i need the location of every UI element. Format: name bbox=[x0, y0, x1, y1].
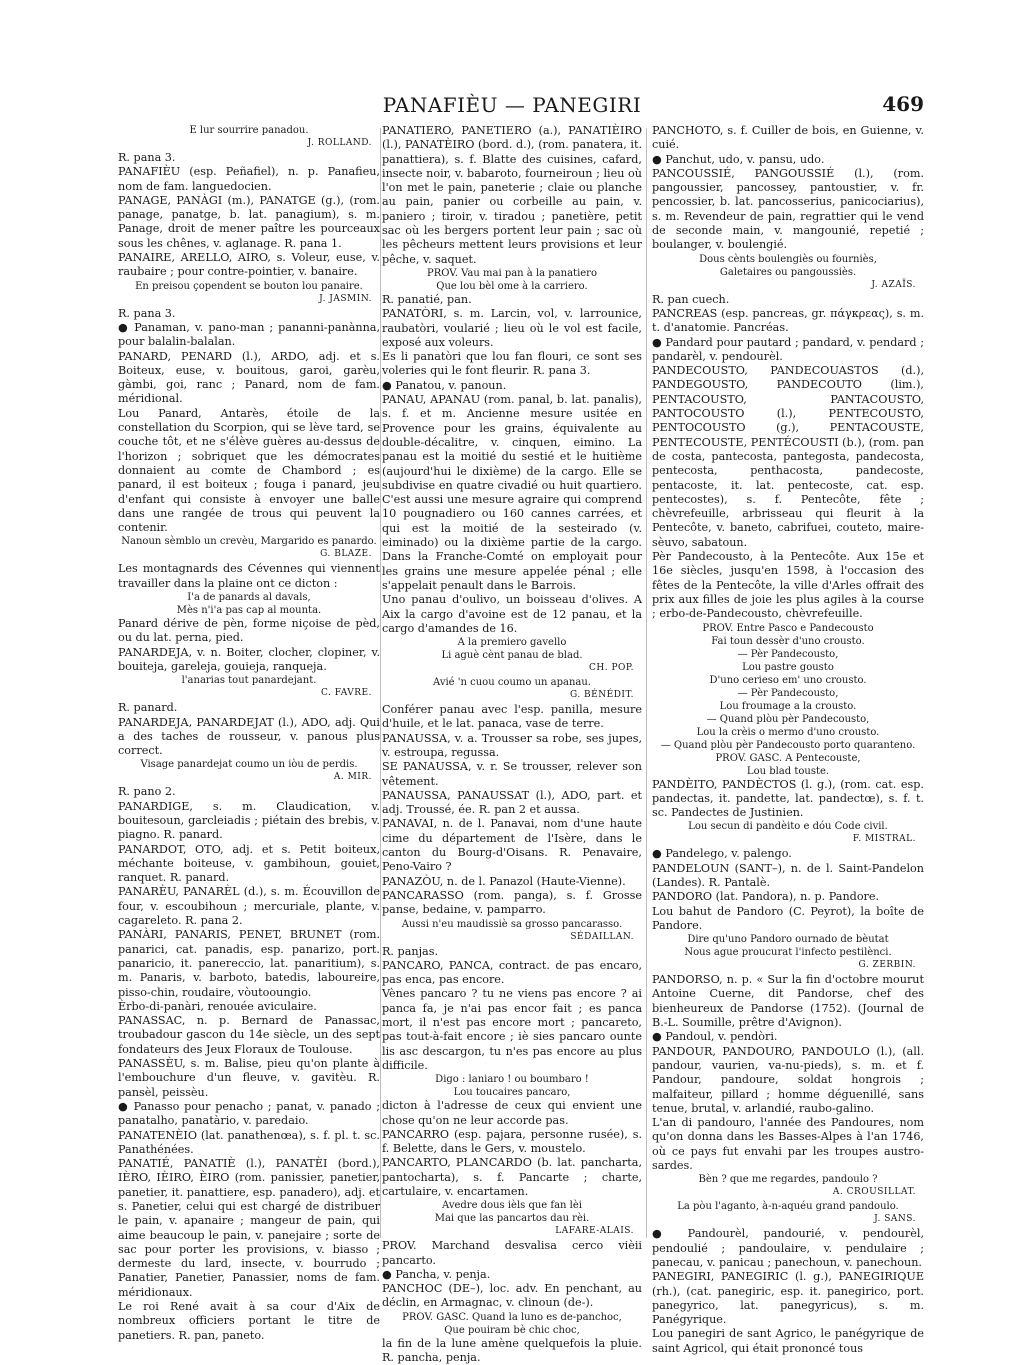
verse-quotation: PROV. Entre Pasco e Pandecousto bbox=[702, 622, 874, 634]
quotation-source: G. BLAZE. bbox=[320, 549, 372, 560]
dictionary-entry: ● Panatou, v. panoun. bbox=[382, 378, 507, 392]
verse-quotation: l'anarias tout panardejant. bbox=[181, 675, 317, 687]
verse-quotation: La pòu l'aganto, à-n-aquéu grand pandoulo. bbox=[677, 1201, 899, 1213]
quotation-source: C. FAVRE. bbox=[320, 688, 372, 699]
dictionary-entry: R. pana 3. bbox=[118, 306, 176, 320]
dictionary-entry: PANAUSSA, PANAUSSAT (l.), ADO, part. et adj. Troussé, ée. R. pan 2 et aussa. bbox=[382, 788, 642, 817]
dictionary-entry: ● Pandelego, v. palengo. bbox=[652, 847, 792, 861]
dictionary-entry: PANAFIÈU (esp. Peñafiel), n. p. Panafieu, nom de fam. languedocien. bbox=[118, 165, 380, 193]
dictionary-entry: PANCHOC (DE–), loc. adv. En penchant, au déclin, en Armagnac, v. clinoun (de-). bbox=[382, 1282, 642, 1310]
page-number: 469 bbox=[882, 92, 924, 116]
verse-quotation: Nanoun sèmblo un crevèu, Margarido es panardo. bbox=[121, 536, 377, 548]
dictionary-entry: R. panard. bbox=[118, 701, 178, 715]
verse-quotation: E lur sourrire panadou. bbox=[189, 125, 309, 136]
dictionary-entry: la fin de la lune amène quelquefois la pluie. R. pancha, penja. bbox=[382, 1336, 642, 1365]
dictionary-entry: R. pana 3. bbox=[118, 151, 176, 164]
dictionary-entry: ● Pancha, v. penja. bbox=[382, 1267, 491, 1281]
verse-quotation: Nous ague proucurat l'infecto pestilènci. bbox=[684, 947, 892, 959]
dictionary-entry: Lou bahut de Pandoro (C. Peyrot), la boîte de Pandore. bbox=[652, 904, 924, 932]
verse-quotation: Lou pastre gousto bbox=[742, 661, 834, 673]
dictionary-entry: PANARÈU, PANARÈL (d.), s. m. Écouvillon de four, v. escoubihoun ; mercuriale, plante, v. cagareleto. R. pana 2. bbox=[118, 885, 380, 928]
dictionary-entry: PANAU, APANAU (rom. panal, b. lat. panalis), s. f. et m. Ancienne mesure usitée en Provence pour les grains, équivalente au double-décalitre, v. cinquen, eimino. La panau est la moitié du sestié et le huitième (aujourd'hui le dixième) de la cargo. Elle se subdivise en quatre civadié ou huit quartiero. C'est aussi une mesure agraire qui comprend 10 pougnadiero ou 160 cannes carrées, et qui est la moitié de la sesteirado (v. eiminado) ou la dixième partie de la cargo. Dans la Franche-Comté on employait pour les grains une mesure appelée pénal ; elle s'appelait penault dans le Barrois. bbox=[382, 393, 642, 592]
dictionary-entry: dicton à l'adresse de ceux qui envient une chose qu'on ne leur accorde pas. bbox=[382, 1099, 642, 1127]
dictionary-entry: PANAZÒU, n. de l. Panazol (Haute-Vienne). bbox=[382, 874, 626, 888]
dictionary-entry: PANCARRO (esp. pajara, personne rusée), s. f. Belette, dans le Gers, v. moustelo. bbox=[382, 1127, 642, 1156]
verse-quotation: — Quand plòu pèr Pandecousto porto quaranteno. bbox=[660, 739, 916, 751]
dictionary-entry: ● Pandourèl, pandourié, v. pendourèl, pendoulié ; pandoulaire, v. pendulaire ; panecau, v. panicau ; panechoun, v. panechoun. bbox=[652, 1227, 924, 1269]
dictionary-entry: Conférer panau avec l'esp. panilla, mesure d'huile, et le lat. panaca, vase de terre. bbox=[382, 703, 642, 731]
text-column-middle bbox=[382, 124, 642, 1365]
dictionary-entry: PANCREAS (esp. pancreas, gr. πάγκρεας), s. m. t. d'anatomie. Pancréas. bbox=[652, 306, 924, 335]
running-header: PANAFIÈU — PANEGIRI bbox=[382, 93, 642, 117]
dictionary-entry: R. pan cuech. bbox=[652, 292, 730, 306]
verse-quotation: Aussi n'eu maudissiè sa grosso pancarasso. bbox=[401, 918, 623, 930]
text-column-left bbox=[118, 124, 380, 1342]
dictionary-entry: R. pano 2. bbox=[118, 785, 176, 799]
quotation-source: J. AZAÏS. bbox=[871, 279, 916, 290]
dictionary-entry: Les montagnards des Cévennes qui viennent travailler dans la plaine ont ce dicton : bbox=[118, 562, 380, 590]
verse-quotation: Digo : laniaro ! ou boumbaro ! bbox=[435, 1074, 589, 1086]
dictionary-entry: R. panatié, pan. bbox=[382, 292, 472, 306]
quotation-source: SÉDAILLAN. bbox=[570, 931, 634, 942]
verse-quotation: — Pèr Pandecousto, bbox=[737, 687, 839, 699]
verse-quotation: Que lou bèl ome à la carriero. bbox=[436, 280, 588, 292]
quotation-source: J. ROLLAND. bbox=[307, 138, 372, 148]
dictionary-entry: PANDORO (lat. Pandora), n. p. Pandore. bbox=[652, 890, 880, 904]
text-column-right bbox=[652, 124, 924, 1355]
verse-quotation: Fai toun dessèr d'uno crousto. bbox=[711, 635, 865, 647]
dictionary-entry: PANCARASSO (rom. panga), s. f. Grosse panse, bedaine, v. pamparro. bbox=[382, 888, 642, 917]
dictionary-entry: PANATENÈIO (lat. panathenœa), s. f. pl. t. sc. Panathénées. bbox=[118, 1128, 380, 1156]
dictionary-entry: Panard dérive de pèn, forme niçoise de pèd, ou du lat. perna, pied. bbox=[118, 617, 380, 645]
dictionary-entry: PANDELOUN (SANT–), n. de l. Saint-Pandelon (Landes). R. Pantalè. bbox=[652, 861, 924, 889]
quotation-source: A. MIR. bbox=[333, 772, 372, 783]
dictionary-entry: R. panjas. bbox=[382, 944, 439, 958]
verse-quotation: PROV. GASC. A Pentecouste, bbox=[715, 752, 861, 764]
verse-quotation: En preisou çopendent se bouton lou panaire. bbox=[135, 280, 363, 292]
quotation-source: A. CROUSILLAT. bbox=[832, 1187, 916, 1198]
dictionary-entry: Lou Panard, Antarès, étoile de la constellation du Scorpion, qui se lève tard, se couche tôt, et ne s'élève guères au-dessus de l'horizon ; sobriquet que les démocrates donnaient au comte de Chambord ; es panard, il est boiteux ; fouga i panard, jeu d'enfant qui consiste à envoyer une balle dans une rangée de trous qui peuvent la contenir. bbox=[118, 406, 380, 535]
dictionary-entry: PANEGIRI, PANEGIRIC (l. g.), PANEGIRIQUE (rh.), (cat. panegiric, esp. it. panegirico, port. panegyrico, lat. panegyricus), s. m. Panégyrique. bbox=[652, 1270, 924, 1327]
dictionary-entry: PANASSÈU, s. m. Balise, pieu qu'on plante à l'embouchure d'un fleuve, v. gavitèu. R. pansèl, peissèu. bbox=[118, 1057, 380, 1099]
verse-quotation: Dire qu'uno Pandoro ournado de bèutat bbox=[687, 934, 889, 946]
quotation-source: J. JASMIN. bbox=[319, 293, 372, 304]
verse-quotation: — Quand plòu pèr Pandecousto, bbox=[706, 713, 870, 725]
verse-quotation: Bèn ? que me regardes, pandoulo ? bbox=[698, 1174, 878, 1186]
quotation-source: G. BÉNÉDIT. bbox=[569, 690, 634, 701]
quotation-source: CH. POP. bbox=[589, 663, 634, 674]
dictionary-entry: Le roi René avait à sa cour d'Aix de nombreux officiers portant le titre de panetiers. R. pan, paneto. bbox=[118, 1300, 380, 1342]
dictionary-entry: ● Pandoul, v. pendòri. bbox=[652, 1030, 778, 1044]
verse-quotation: D'uno cerieso em' uno crousto. bbox=[709, 674, 867, 686]
verse-quotation: Mès n'i'a pas cap al mounta. bbox=[176, 605, 322, 617]
column-divider bbox=[380, 128, 381, 1238]
dictionary-entry: PANAGE, PANÀGI (m.), PANATGE (g.), (rom. panage, panatge, b. lat. panagium), s. m. Panage, droit de mener paître les pourceaux sous les chênes, v. aglanage. R. pana 1. bbox=[118, 193, 380, 250]
dictionary-entry: Lou panegiri de sant Agrico, le panégyrique de saint Agricol, qui était prononcé tous bbox=[652, 1327, 924, 1355]
dictionary-entry: ● Panasso pour penacho ; panat, v. panado ; panatalho, panatàrio, v. paredaio. bbox=[118, 1099, 380, 1128]
dictionary-entry: L'an di pandouro, l'année des Pandoures, nom qu'on donna dans les Basses-Alpes à l'an 1746, où ce pays fut envahi par les troupes austro-sardes. bbox=[652, 1116, 924, 1173]
dictionary-entry: Es li panatòri que lou fan flouri, ce sont ses voleries qui le font fleurir. R. pana 3. bbox=[382, 350, 642, 378]
verse-quotation: Que pouiram bè chic choc, bbox=[444, 1324, 580, 1336]
dictionary-entry: Uno panau d'oulivo, un boisseau d'olives. A Aix la cargo d'avoine est de 12 panau, et la cargo d'amandes de 16. bbox=[382, 593, 642, 635]
verse-quotation: — Pèr Pandecousto, bbox=[737, 648, 839, 660]
dictionary-entry: Vènes pancaro ? tu ne viens pas encore ? ai panca fa, je n'ai pas encor fait ; es panca mort, il n'est pas encore mort ; pancareto, pas tout-à-fait encore ; iè sies pancaro ounte lis asc descargon, tu n'es pas encore au plus difficile. bbox=[382, 987, 642, 1072]
dictionary-entry: PANDOUR, PANDOURO, PANDOULO (l.), (all. pandour, vaurien, va-nu-pieds), s. m. et f. Pandour, pandoure, soldat hongrois ; malfaiteur, pillard ; homme déguenillé, sans tenue, brutal, v. arlandié, raubo-galino. bbox=[652, 1044, 924, 1115]
quotation-source: J. SANS. bbox=[874, 1214, 916, 1225]
verse-quotation: PROV. Vau mai pan à la panatiero bbox=[427, 267, 597, 279]
verse-quotation: Lou froumage a la crousto. bbox=[719, 700, 857, 712]
dictionary-entry: PANÀRI, PANARIS, PENET, BRUNET (rom. panarici, cat. panadis, esp. panarizo, port. panaricio, it. panereccio, lat. panaritium), s. m. Panaris, v. barboto, batedis, laboureire, pisso-chin, roudaire, vòutooungio. bbox=[118, 928, 380, 999]
dictionary-entry: Èrbo-di-panàri, renouée aviculaire. bbox=[118, 999, 317, 1013]
verse-quotation: Mai que las pancartos dau rèi. bbox=[434, 1213, 590, 1225]
dictionary-entry: PANATIÉ, PANATIÈ (l.), PANATÈI (bord.), IÈRO, IÈIRO, ÈIRO (rom. panissier, panetier, panetier, it. panattiere, esp. panadero), adj. et s. Panetier, celui qui est chargé de distribuer le pain, v. apanaire ; mangeur de pain, qui aime beaucoup le pain, v. panejaire ; sorte de sac pour porter les provisions, v. biasso ; dermeste du lard, insecte, v. bourrudo ; Panatier, Panetier, Panassier, noms de fam. méridionaux. bbox=[118, 1157, 380, 1299]
dictionary-entry: PANATÒRI, s. m. Larcin, vol, v. larrounice, raubatòri, voularié ; lieu où le vol est facile, exposé aux voleurs. bbox=[382, 307, 642, 349]
verse-quotation: Lou la crèis o mermo d'uno crousto. bbox=[696, 726, 880, 738]
verse-quotation: Avedre dous ièls que fan lèi bbox=[442, 1200, 582, 1212]
verse-quotation: A la premiero gavello bbox=[457, 637, 567, 649]
dictionary-entry: PANCARTO, PLANCARDO (b. lat. pancharta, pantocharta), s. f. Pancarte ; charte, cartulaire, v. encartamen. bbox=[382, 1156, 642, 1198]
dictionary-entry: ● Panchut, udo, v. pansu, udo. bbox=[652, 152, 825, 166]
dictionary-entry: PANAIRE, ARELLO, AIRO, s. Voleur, euse, v. raubaire ; pour contre-pointier, v. banaire. bbox=[118, 251, 380, 279]
dictionary-entry: PANARDEJA, PANARDEJAT (l.), ADO, adj. Qui a des taches de rousseur, v. panous plus correct. bbox=[118, 715, 380, 758]
column-divider bbox=[646, 128, 647, 1238]
verse-quotation: PROV. GASC. Quand la luno es de-panchoc, bbox=[402, 1311, 622, 1323]
dictionary-entry: PANARDEJA, v. n. Boiter, clocher, clopiner, v. bouiteja, gareleja, gouieja, ranqueja. bbox=[118, 645, 380, 673]
dictionary-entry: PANDECOUSTO, PANDECOUASTOS (d.), PANDEGOUSTO, PANDECOUTO (lim.), PENTACOUSTO, PANTACOUSTO, PANTOCOUSTO (l.), PENTECOUSTO, PENTOCOUSTO (g.), PENTACOUSTE, PENTECOUSTE, PENTÉCOUSTI (b.), (rom. pan de costa, pantecosta, pantegosta, pandecosta, pentecosta, penthacosta, pandecoste, pentacoste, it. lat. pentecoste, cat. esp. pentecostes), s. f. Pentecôte, fête ; chèvrefeuille, arbrisseau qui fleurit à la Pentecôte, v. baneto, cabrifuei, couteto, maire-sèuvo, sabatoun. bbox=[652, 364, 924, 549]
dictionary-entry: PROV. Marchand desvalisa cerco vièii pancarto. bbox=[382, 1239, 642, 1267]
dictionary-entry: PANDÈITO, PANDÈCTOS (l. g.), (rom. cat. esp. pandectas, it. pandette, lat. pandectœ), s. f. t. sc. Pandectes de Justinien. bbox=[652, 777, 924, 820]
verse-quotation: Lou blad touste. bbox=[746, 765, 830, 777]
dictionary-entry: PANCHOTO, s. f. Cuiller de bois, en Guienne, v. cuié. bbox=[652, 124, 924, 152]
verse-quotation: Galetaires ou pangoussiès. bbox=[719, 266, 857, 278]
dictionary-entry: PANAUSSA, v. a. Trousser sa robe, ses jupes, v. estroupa, regussa. bbox=[382, 731, 642, 759]
dictionary-entry: PANASSAC, n. p. Bernard de Panassac, troubadour gascon du 14e siècle, un des sept fondateurs des Jeux Floraux de Toulouse. bbox=[118, 1014, 380, 1056]
dictionary-entry: PANARDIGE, s. m. Claudication, v. bouitesoun, garcleiadis ; piétain des brebis, v. piagno. R. panard. bbox=[118, 799, 380, 842]
dictionary-entry: SE PANAUSSA, v. r. Se trousser, relever son vêtement. bbox=[382, 760, 642, 788]
verse-quotation: I'a de panards al davals, bbox=[187, 592, 311, 604]
verse-quotation: Dous cènts boulengiès ou fourniès, bbox=[699, 253, 877, 265]
verse-quotation: Avié 'n cuou coumo un apanau. bbox=[433, 677, 591, 689]
quotation-source: LAFARE-ALAIS. bbox=[555, 1226, 634, 1237]
dictionary-entry: Pèr Pandecousto, à la Pentecôte. Aux 15e et 16e siècles, jusqu'en 1598, à l'occasion des fêtes de la Pentecôte, la ville d'Arles offrait des prix aux filles de joie les plus agiles à la course ; erbo-de-Pandecousto, chèvrefeuille. bbox=[652, 550, 924, 621]
dictionary-entry: PANATIERO, PANETIERO (a.), PANATIÈIRO (l.), PANATÈIRO (bord. d.), (rom. panatera, it. panattiera), s. f. Blatte des cuisines, cafard, insecte noir, v. babaroto, fourneiroun ; lieu où l'on met le pain, paneterie ; claie ou planche au pain, panier ou corbeille au pain, v. paniero ; tiroir, v. tiradou ; panetière, petit sac où les bergers portent leur pain ; sac où les pêcheurs mettent leurs provisions et leur pêche, v. saquet. bbox=[382, 124, 642, 266]
dictionary-entry: PANARDOT, OTO, adj. et s. Petit boiteux, méchante boiteuse, v. gambihoun, gouiet, ranquet. R. panard. bbox=[118, 842, 380, 885]
dictionary-entry: PANCOUSSIÉ, PANGOUSSIÉ (l.), (rom. pangoussier, pancossey, pantoustier, v. fr. pencossier, b. lat. pancosserius, panicociarius), s. m. Revendeur de pain, regrattier qui le vend de seconde main, v. mangounié, repetié ; boulanger, v. boulengié. bbox=[652, 166, 924, 252]
dictionary-entry: PANCARO, PANCA, contract. de pas encaro, pas enca, pas encore. bbox=[382, 958, 642, 987]
quotation-source: F. MISTRAL. bbox=[852, 834, 916, 845]
dictionary-entry: PANDORSO, n. p. « Sur la fin d'octobre mourut Antoine Cuerne, dit Pandorse, chef des bienheureux de Pandorse (1752). (Journal de B.-L. Soumille, prêtre d'Avignon). bbox=[652, 973, 924, 1030]
quotation-source: G. ZERBIN. bbox=[858, 960, 916, 971]
verse-quotation: Lou toucaires pancaro, bbox=[453, 1087, 571, 1099]
dictionary-entry: ● Pandard pour pautard ; pandard, v. pendard ; pandarèl, v. pendourèl. bbox=[652, 335, 924, 363]
verse-quotation: Lou secun di pandèito e dóu Code civil. bbox=[688, 821, 888, 833]
verse-quotation: Visage panardejat coumo un iòu de perdis. bbox=[140, 759, 358, 771]
dictionary-entry: PANAVAI, n. de l. Panavai, nom d'une haute cime du département de l'Isère, dans le canton du Bourg-d'Oisans. R. Penavaire, Peno-Vairo ? bbox=[382, 817, 642, 874]
verse-quotation: Li aguè cènt panau de blad. bbox=[441, 650, 583, 662]
dictionary-entry: ● Panaman, v. pano-man ; pananni-panànna, pour balalin-balalan. bbox=[118, 320, 380, 349]
dictionary-entry: PANARD, PENARD (l.), ARDO, adj. et s. Boiteux, euse, v. bouitous, garoi, garèu, gàmbi, goi, ranc ; Panard, nom de fam. méridional. bbox=[118, 349, 380, 406]
